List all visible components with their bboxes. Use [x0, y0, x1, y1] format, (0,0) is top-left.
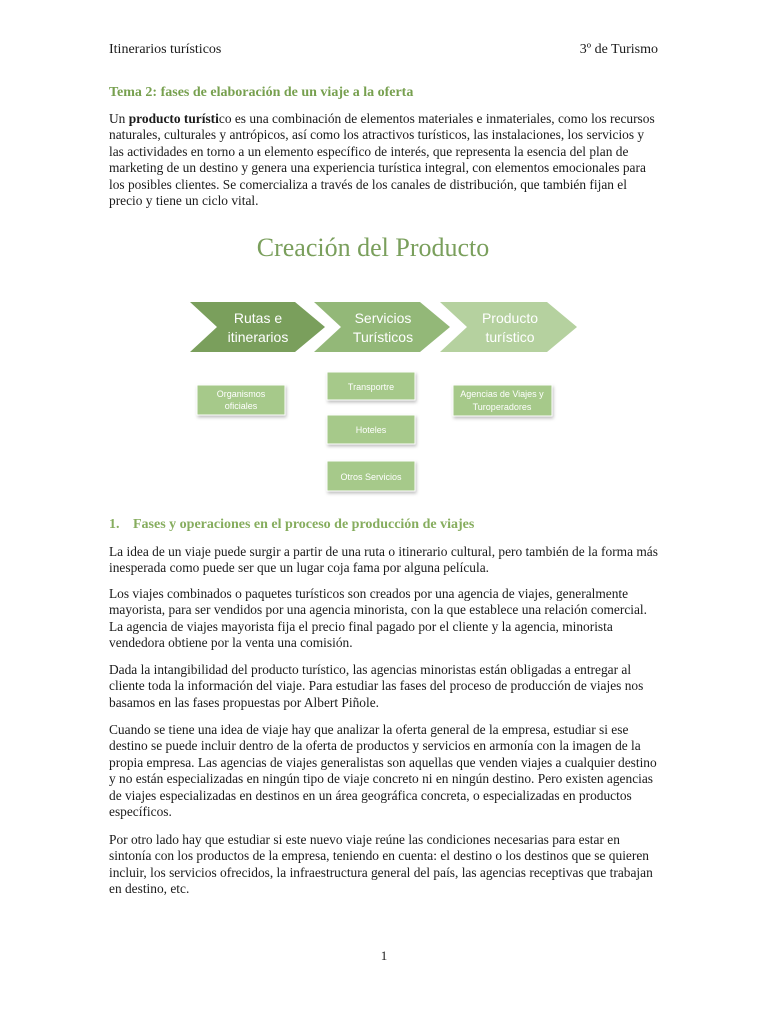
paragraph-4: Cuando se tiene una idea de viaje hay que analizar la oferta general de la empresa, estudiar si ese destino se puede incluir dentro de la oferta de productos y servicios en armonía con la imagen de la propia empresa. Las agencias de viajes generalistas son aquellas que venden viajes a cualquier destino y no están especializadas en ningún tipo de viaje concreto ni en ningún destino. Pero existen agencias de viajes especializadas en destinos en un área geográfica concreta, o especializadas en productos específicos.	[109, 722, 657, 820]
chevron-servicios-line2: Turísticos	[352, 329, 414, 345]
topic-title: Tema 2: fases de elaboración de un viaje a la oferta	[109, 85, 414, 100]
box-organismos-line1: Organismos	[216, 389, 266, 399]
chevron-producto-line1: Producto	[481, 310, 539, 326]
section-title: Fases y operaciones en el proceso de producción de viajes	[133, 517, 475, 532]
chevron-rutas-line2: itinerarios	[227, 329, 289, 345]
intro-paragraph	[109, 111, 659, 209]
box-organismos-line2: oficiales	[224, 401, 258, 411]
page-number: 1	[380, 948, 388, 963]
intro-rest: co es una combinación de elementos materiales e inmateriales, como los recursos naturales, culturales y antrópicos, así como los atractivos turísticos, las instalaciones, los servicios y las actividades en torno a un elemento específico de interés, que representa la esencia del plan de marketing de un destino y genera una experiencia turística integral, con elementos emocionales para los posibles clientes. Se comercializa a través de los canales de distribución, que también fijan el precio y tiene un ciclo vital.	[109, 111, 655, 209]
paragraph-2: Los viajes combinados o paquetes turísticos son creados por una agencia de viajes, generalmente mayorista, para ser vendidos por una agencia minorista, con la que establece una relación comercial. La agencia de viajes mayorista fija el precio final pagado por el cliente y la agencia, minorista vendedora obtiene por la venta una comisión.	[109, 586, 648, 651]
intro-bold-term: producto turísti	[128, 111, 219, 126]
paragraph-1: La idea de un viaje puede surgir a partir de una ruta o itinerario cultural, pero también de la forma más inesperada como puede ser que un lugar coja fama por alguna película.	[109, 544, 658, 576]
chevron-rutas-line1: Rutas e	[233, 310, 283, 326]
paragraph-3: Dada la intangibilidad del producto turístico, las agencias minoristas están obligadas a entregar al cliente toda la información del viaje. Para estudiar las fases del proceso de producción de viajes nos basamos en las fases propuestas por Albert Piñole.	[109, 662, 644, 710]
header-left: Itinerarios turísticos	[109, 42, 222, 57]
diagram-title: Creación del Producto	[256, 233, 490, 262]
box-hoteles-label: Hoteles	[355, 425, 387, 435]
chevron-producto-line2: turístico	[485, 329, 535, 345]
chevron-servicios-line1: Servicios	[354, 310, 412, 326]
section-heading	[109, 517, 474, 533]
header-right: 3º de Turismo	[579, 42, 658, 57]
section-number: 1.	[109, 517, 120, 532]
intro-prefix: Un	[109, 111, 129, 126]
paragraph-5: Por otro lado hay que estudiar si este nuevo viaje reúne las condiciones necesarias para estar en sintonía con los productos de la empresa, teniendo en cuenta: el destino o los destinos que se quieren incluir, los servicios ofrecidos, la infraestructura general del país, las agencias receptivas que trabajan en destino, etc.	[109, 832, 653, 897]
box-agencias-line1: Agencias de Viajes y	[460, 389, 544, 399]
box-transporte-label: Transportre	[347, 382, 395, 392]
product-creation-diagram	[0, 228, 768, 500]
box-otros-label: Otros Servicios	[340, 472, 402, 482]
box-agencias-line2: Turoperadores	[472, 402, 532, 412]
